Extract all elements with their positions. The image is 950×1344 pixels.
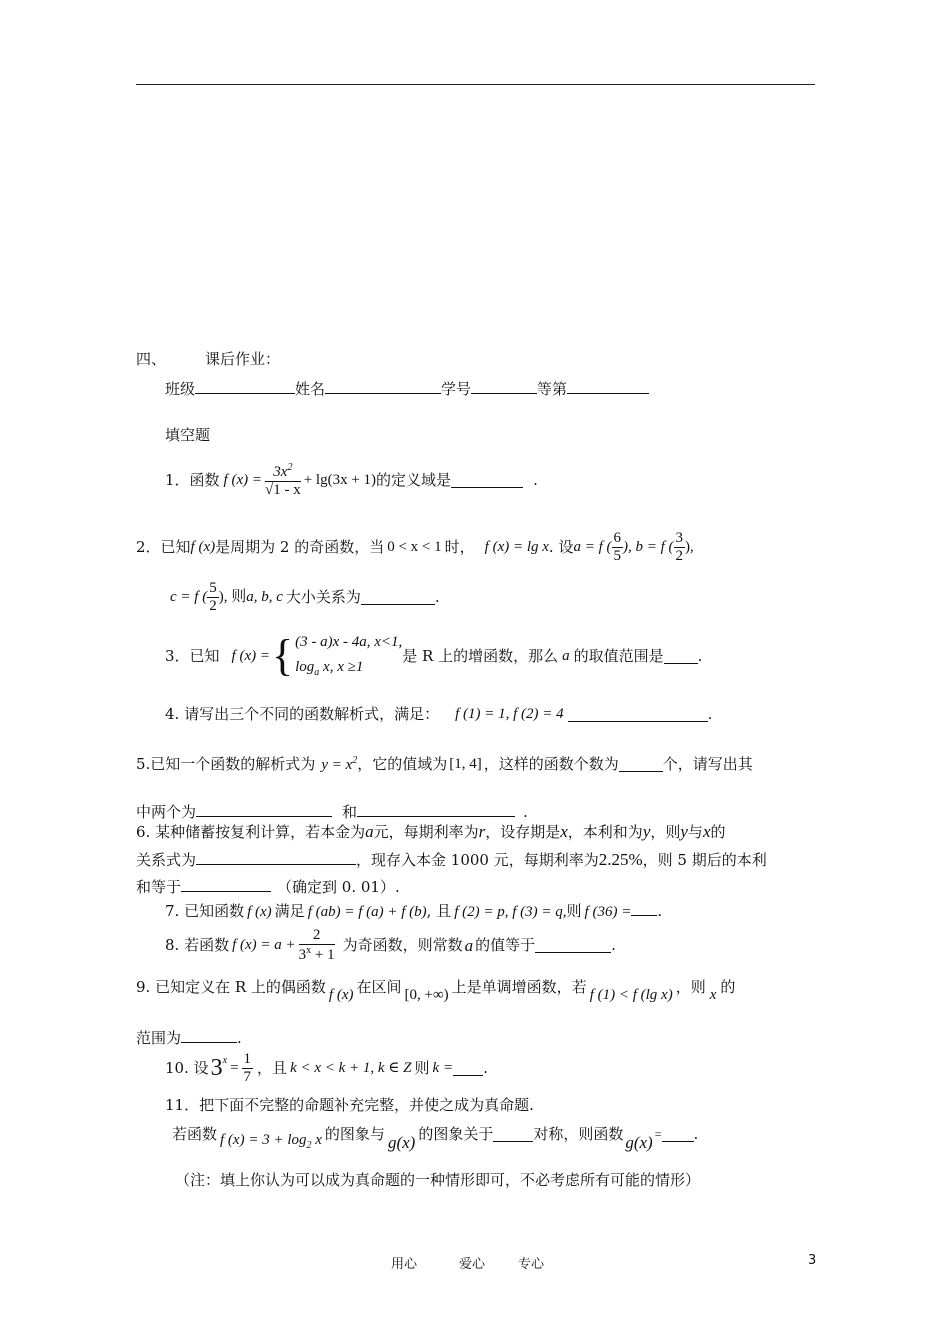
q4-text: 4. 请写出三个不同的函数解析式，满足：	[165, 704, 440, 723]
q3-case-2-base: a	[314, 666, 320, 678]
q8-numerator: 2	[299, 927, 335, 945]
q9-range-text: 范围为	[136, 1029, 182, 1047]
q11-answer-blank[interactable]	[662, 1127, 694, 1142]
q6-x: x	[560, 822, 568, 841]
q2-frac-6-5	[612, 530, 624, 564]
question-2-line-2	[170, 577, 440, 617]
q9-condition: f (1) < f (lg x)	[589, 986, 673, 1003]
q6-rate: 2.25%	[598, 850, 643, 869]
question-10	[165, 1048, 488, 1088]
question-2	[136, 527, 694, 567]
q11-function-tail: x	[311, 1132, 322, 1148]
q6-text-12: （确定到 0. 01）.	[277, 878, 400, 896]
q2-text-2: 时，	[444, 537, 475, 556]
q6-text-8: 关系式为	[136, 851, 197, 869]
q6-y: y	[642, 822, 651, 841]
q5-text-4: 个，请写出其	[662, 754, 753, 773]
q6-text-5: ，则	[650, 823, 681, 841]
q11-gx-2: g(x)	[625, 1132, 653, 1152]
q11-end: .	[693, 1124, 699, 1143]
q6-text-6: 与	[687, 823, 703, 841]
q10-text-2: ，且	[257, 1058, 288, 1077]
q2-b-num: 3	[675, 530, 684, 546]
q3-end: .	[697, 646, 703, 665]
q6-a: a	[365, 822, 374, 841]
q8-text-3: 的值等于	[475, 935, 536, 954]
q8-text-2: 为奇函数，则常数	[342, 935, 463, 954]
q8-den-tail: + 1	[311, 946, 335, 963]
q2-a-den: 5	[613, 547, 622, 564]
q2-text-1: 是周期为 2 的奇函数，当	[215, 537, 385, 556]
q6-text-11: 和等于	[136, 878, 182, 896]
q2-condition: 0 < x < 1	[387, 538, 442, 555]
q5-text-2: ，它的值域为	[357, 754, 448, 773]
q6-formula-blank[interactable]	[196, 850, 356, 865]
q9-text-2: 在区间	[356, 977, 402, 996]
q3-label: 3．已知	[165, 646, 220, 665]
q6-r: r	[478, 822, 486, 841]
q5-range: [1, 4]	[449, 755, 482, 772]
info-line	[165, 379, 649, 397]
q10-numerator: 1	[243, 1051, 252, 1067]
q2-vars: a, b, c	[246, 588, 283, 605]
question-6	[136, 823, 726, 840]
student-id-label: 学号	[441, 380, 472, 398]
q9-function: f (x)	[328, 986, 354, 1003]
q7-function: f (x)	[247, 904, 272, 920]
q1-denominator: 1 - x	[273, 481, 301, 498]
q10-answer-blank[interactable]	[453, 1061, 483, 1076]
name-label: 姓名	[295, 380, 326, 398]
q8-function: f (x) = a +	[232, 936, 296, 953]
q3-var: a	[562, 647, 570, 664]
q8-var: a	[464, 935, 474, 955]
q1-function: f (x) =	[223, 471, 262, 488]
q1-numerator: 3x	[273, 464, 288, 480]
section-title: 课后作业：	[205, 350, 281, 368]
footer-yongxin: 用心	[391, 1257, 418, 1272]
q11-text-1: 若函数	[172, 1124, 218, 1143]
q6-text-4: ，本利和为	[567, 823, 643, 841]
question-5	[136, 751, 753, 777]
q7-condition-2: f (2) = p, f (3) = q,	[454, 904, 567, 920]
q1-label: 1．函数	[165, 470, 220, 489]
q3-text-2: 的取值范围是	[573, 646, 664, 665]
q7-text-2: 满足	[274, 902, 305, 920]
q3-cases	[295, 635, 402, 678]
q8-text-1: 8. 若函数	[165, 935, 230, 954]
q10-exp: x	[222, 1055, 228, 1066]
q11-log-base: 2	[306, 1140, 312, 1151]
q10-ask: k =	[432, 1059, 454, 1076]
question-7	[165, 901, 662, 920]
q2-end: .	[434, 587, 440, 606]
q2-b-end: ),	[685, 538, 694, 555]
q4-answer-blank[interactable]	[568, 707, 708, 722]
q2-b-def: ), b = f (	[623, 538, 674, 555]
q10-fraction	[242, 1051, 254, 1085]
q5-expr-exp: 2	[352, 754, 358, 766]
question-11: 11．把下面不完整的命题补充完整，并使之成为真命题.	[165, 1096, 534, 1114]
q6-total-blank[interactable]	[181, 877, 271, 892]
q3-function: f (x) =	[231, 647, 270, 664]
q9-x: x	[709, 986, 717, 1003]
question-5-line-2	[136, 802, 528, 820]
question-6-line-3	[136, 877, 400, 895]
q2-frac-3-2	[674, 530, 686, 564]
q2-b-den: 2	[675, 547, 684, 564]
question-11-line-2	[172, 1118, 698, 1150]
q5-count-blank[interactable]	[619, 757, 663, 772]
q3-brace: {	[271, 631, 294, 680]
class-blank[interactable]	[195, 379, 295, 394]
q9-interval: [0, +∞)	[404, 986, 449, 1003]
q2-function: f (x)	[190, 538, 216, 555]
question-8	[165, 922, 616, 968]
header-rule	[136, 84, 815, 85]
q2-definition: f (x) = lg x	[484, 538, 549, 555]
subheading: 填空题	[165, 426, 211, 444]
q2-c-den: 2	[209, 597, 217, 614]
q5-expr: y = x	[321, 756, 353, 773]
question-9	[136, 974, 736, 1003]
q3-text: 是 R 上的增函数，那么	[402, 646, 559, 665]
q1-fraction: $\frac{3x^2}{√1 - x}$	[264, 462, 301, 498]
q9-end: .	[237, 1029, 242, 1047]
q8-den-exp: x	[306, 944, 312, 956]
grade-label: 等第	[537, 380, 568, 398]
q3-answer-blank[interactable]	[664, 649, 698, 664]
q6-y2: y	[680, 822, 688, 841]
q2-c-end: ), 则	[218, 588, 247, 605]
q9-text-1: 9. 已知定义在 R 上的偶函数	[136, 977, 326, 996]
footer-aixin: 爱心	[459, 1257, 486, 1272]
q5-answer-blank-1[interactable]	[196, 802, 332, 817]
question-9-line-2	[136, 1028, 242, 1046]
q9-text-3: 上是单调增函数，若	[451, 977, 587, 996]
q5-answer-blank-2[interactable]	[357, 802, 515, 817]
q2-frac-5-2	[207, 580, 219, 614]
q3-case-2: x, x ≥1	[323, 658, 364, 675]
q10-denominator: 7	[243, 1068, 252, 1085]
q2-text-3: . 设	[548, 537, 574, 556]
q11-text-2: 的图象与	[324, 1124, 385, 1143]
question-3	[165, 630, 702, 682]
q8-den-base: 3	[298, 946, 307, 963]
q7-condition: f (ab) = f (a) + f (b)	[307, 904, 427, 920]
q2-label: 2．已知	[136, 537, 191, 556]
q11-symmetry-blank[interactable]	[493, 1127, 533, 1142]
q6-text-10: ，则 5 期后的本利	[642, 851, 767, 869]
name-blank[interactable]	[325, 379, 441, 394]
q5-and: 和	[342, 803, 358, 821]
q9-text-4: ，则	[675, 977, 706, 996]
q11-text-4: 对称，则函数	[533, 1124, 624, 1143]
q9-answer-blank[interactable]	[181, 1028, 237, 1043]
q6-text-1: 6. 某种储蓄按复利计算，若本金为	[136, 823, 366, 841]
q5-text-1: 5.已知一个函数的解析式为	[136, 754, 316, 773]
q1-end: .	[533, 470, 538, 489]
note: （注：填上你认为可以成为真命题的一种情形即可，不必考虑所有可能的情形）	[175, 1171, 701, 1189]
question-6-line-2	[136, 850, 767, 868]
q11-eq: =	[654, 1127, 662, 1141]
question-1	[165, 458, 538, 502]
q6-text-3: ，设存期是	[485, 823, 561, 841]
q8-end: .	[611, 935, 616, 954]
q1-numerator-exp: 2	[287, 462, 293, 473]
q7-answer-blank[interactable]	[631, 901, 657, 916]
q10-eq: =	[230, 1059, 239, 1076]
class-label: 班级	[165, 380, 196, 398]
q6-x2: x	[702, 822, 711, 841]
q2-a-def: a = f (	[573, 538, 612, 555]
q3-case-1: (3 - a)x - 4a, x<1,	[295, 633, 403, 650]
q3-case-2-log: log	[295, 658, 315, 675]
q10-text-1: 10. 设	[165, 1058, 209, 1077]
footer-zhuanxin: 专心	[518, 1257, 545, 1272]
q7-end: .	[657, 902, 663, 920]
q4-condition: f (1) = 1, f (2) = 4	[455, 705, 564, 722]
q8-answer-blank[interactable]	[535, 938, 611, 953]
section-number: 四、	[136, 350, 167, 368]
q7-text-1: 7. 已知函数	[165, 902, 245, 920]
q6-text-9: ，现存入本金 1000 元，每期利率为	[356, 851, 599, 869]
q1-answer-blank[interactable]	[451, 473, 523, 488]
q6-text-2: 元，每期利率为	[373, 823, 479, 841]
q11-gx: g(x)	[387, 1132, 416, 1152]
q2-text-4: 大小关系为	[285, 587, 361, 606]
grade-blank[interactable]	[567, 379, 649, 394]
question-4	[165, 703, 712, 725]
q5-text-3: ，这样的函数个数为	[483, 754, 619, 773]
q2-a-num: 6	[613, 530, 622, 546]
q1-tail: + lg(3x + 1)	[303, 471, 377, 488]
q4-end: .	[707, 704, 713, 723]
q7-ask: f (36) =	[584, 904, 632, 920]
q10-base: 3	[210, 1055, 223, 1081]
q6-text-7: 的	[710, 823, 726, 841]
q11-function: f (x) = 3 + log	[220, 1132, 307, 1148]
q8-fraction	[299, 927, 335, 963]
q7-text-3: , 且	[426, 902, 452, 920]
q10-condition: k < x < k + 1, k ∈ Z	[290, 1059, 412, 1076]
q5-end: .	[523, 803, 528, 821]
q7-text-4: 则	[566, 902, 582, 920]
student-id-blank[interactable]	[471, 379, 537, 394]
q10-text-3: 则	[414, 1058, 430, 1077]
page-number: 3	[808, 1253, 817, 1268]
q11-text-3: 的图象关于	[418, 1124, 494, 1143]
q2-answer-blank[interactable]	[361, 590, 435, 605]
q9-text-5: 的	[720, 977, 736, 996]
q5-line2-text: 中两个为	[136, 803, 197, 821]
q10-end: .	[483, 1058, 488, 1077]
q2-c-def: c = f (	[170, 588, 208, 605]
q1-text: 的定义域是	[376, 470, 452, 489]
q2-c-num: 5	[209, 580, 217, 596]
